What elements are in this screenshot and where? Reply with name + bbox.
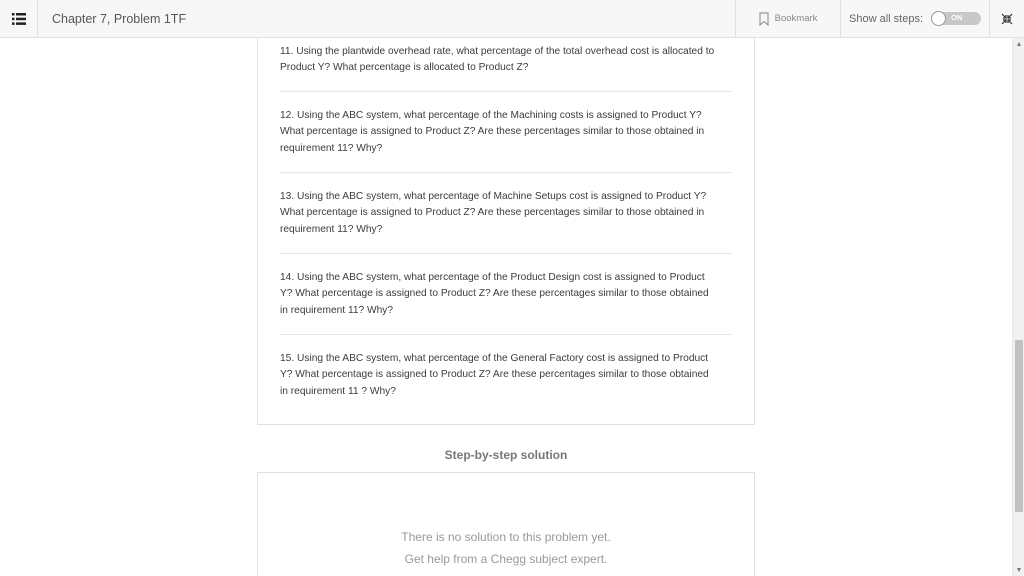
menu-button[interactable] (0, 0, 38, 38)
toggle-label: ON (951, 13, 963, 22)
question-line: 13. Using the ABC system, what percentage of Machine Setups cost is assigned to Product Y? (280, 191, 707, 202)
question-line: Y? What percentage is assigned to Product Z? Are these percentages similar to those obtained (280, 369, 709, 381)
question-panel (257, 38, 755, 425)
vertical-scrollbar[interactable] (1012, 38, 1024, 576)
collapse-arrows-icon (1001, 13, 1013, 25)
collapse-button[interactable] (990, 0, 1024, 38)
bookmark-label: Bookmark (774, 13, 818, 24)
scroll-up-arrow-icon[interactable]: ▲ (1015, 40, 1023, 48)
scrollbar-thumb[interactable] (1015, 340, 1023, 512)
bookmark-icon (759, 12, 769, 26)
question-line: What percentage is assigned to Product Z? Are these percentages similar to those obtained in (280, 207, 705, 219)
toggle-knob (931, 11, 946, 26)
question-14 (280, 270, 732, 319)
bookmark-button[interactable] (735, 0, 841, 38)
solution-panel (257, 472, 755, 576)
question-13 (280, 189, 732, 238)
question-15 (280, 351, 732, 400)
question-line: 12. Using the ABC system, what percentage of the Machining costs is assigned to Product Y? (280, 110, 702, 121)
page-title: Chapter 7, Problem 1TF (52, 11, 187, 26)
question-line: 14. Using the ABC system, what percentage of the Product Design cost is assigned to Product (280, 272, 705, 283)
question-line: requirement 11? Why? (280, 223, 383, 235)
divider (280, 334, 732, 335)
question-line: in requirement 11? Why? (280, 304, 394, 316)
question-line: What percentage is assigned to Product Z? Are these percentages similar to those obtained in (280, 126, 705, 138)
question-12 (280, 108, 732, 157)
question-line: requirement 11? Why? (280, 142, 383, 154)
divider (280, 91, 732, 92)
question-11 (280, 44, 732, 77)
solution-heading: Step-by-step solution (444, 448, 568, 462)
question-line: in requirement 11 ? Why? (280, 385, 396, 397)
expert-help-message: Get help from a Chegg subject expert. (404, 552, 608, 566)
scroll-down-arrow-icon[interactable]: ▼ (1015, 566, 1023, 574)
question-line: Y? What percentage is assigned to Product Z? Are these percentages similar to those obtained (280, 288, 709, 300)
divider (280, 172, 732, 173)
show-all-steps (841, 0, 990, 38)
top-bar (0, 0, 1024, 38)
question-line: 15. Using the ABC system, what percentage of the General Factory cost is assigned to Product (280, 353, 709, 364)
divider (280, 253, 732, 254)
list-menu-icon (12, 13, 26, 25)
content-area (0, 38, 1012, 576)
show-steps-toggle[interactable] (931, 12, 981, 25)
question-line: Product Y? What percentage is allocated to Product Z? (280, 62, 529, 74)
show-steps-label: Show all steps: (849, 12, 923, 25)
question-line: 11. Using the plantwide overhead rate, what percentage of the total overhead cost is allocated to (280, 46, 715, 57)
no-solution-message: There is no solution to this problem yet. (401, 530, 611, 544)
